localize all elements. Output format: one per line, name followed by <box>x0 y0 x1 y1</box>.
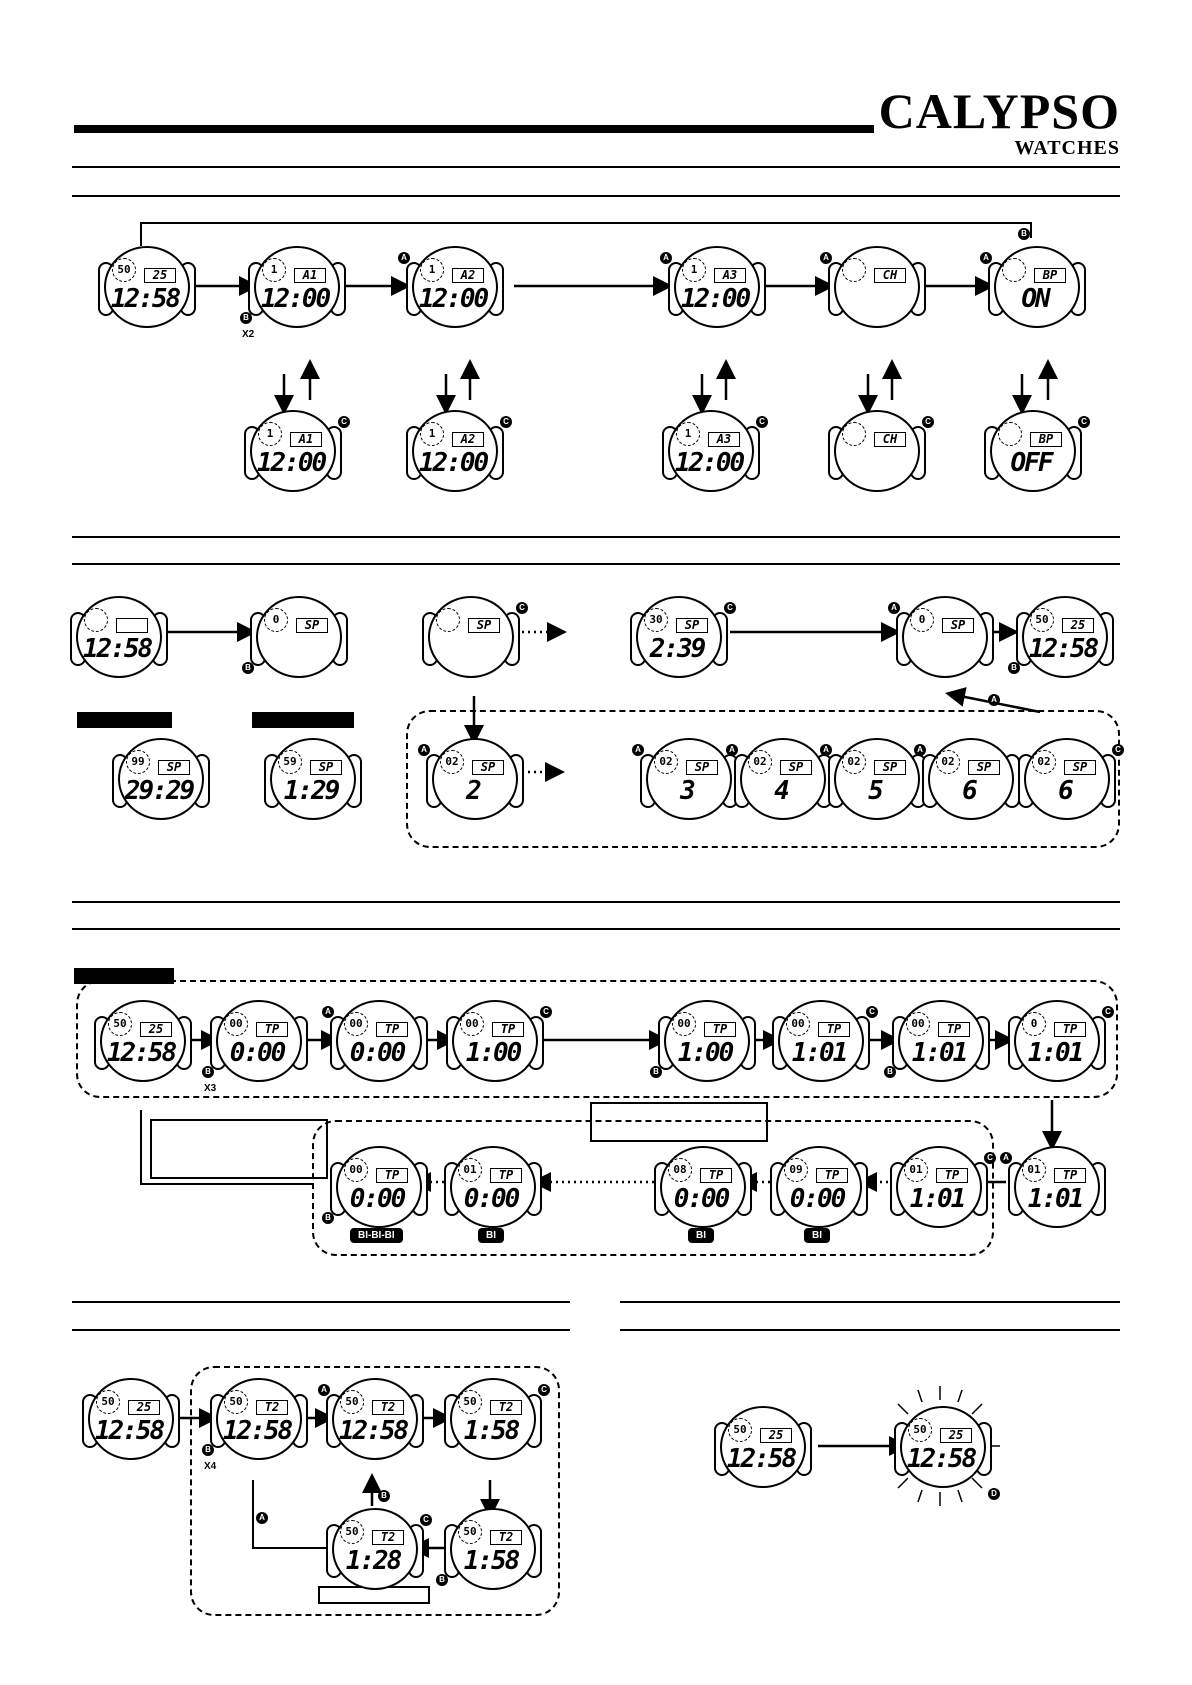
upper-digits: SP <box>942 618 974 633</box>
main-digits: 1:01 <box>791 1038 847 1068</box>
seconds-subdial: 08 <box>668 1158 692 1182</box>
button-b-icon: B <box>378 1490 390 1502</box>
seconds-subdial: 00 <box>672 1012 696 1036</box>
watch-display <box>325 1000 422 1082</box>
button-b-icon: B <box>1018 228 1030 240</box>
watch-display <box>428 596 525 678</box>
seconds-subdial: 02 <box>748 750 772 774</box>
seconds-subdial: 09 <box>784 1158 808 1182</box>
seconds-subdial: 0 <box>1022 1012 1046 1036</box>
button-d-icon: D <box>988 1488 1000 1500</box>
watch-display <box>891 596 988 678</box>
main-digits: 1:58 <box>463 1416 519 1446</box>
watch-display <box>450 1146 536 1228</box>
upper-digits: TP <box>700 1168 732 1183</box>
upper-digits: A2 <box>452 432 484 447</box>
button-a-icon: A <box>726 744 738 756</box>
watch-display <box>401 246 498 328</box>
watch-display <box>729 738 826 820</box>
upper-digits: CH <box>874 432 906 447</box>
upper-digits: 25 <box>128 1400 160 1415</box>
seconds-subdial: 00 <box>344 1012 368 1036</box>
button-b-icon: B <box>322 1212 334 1224</box>
main-digits: 12:58 <box>338 1416 408 1446</box>
main-digits: 1:00 <box>677 1038 733 1068</box>
button-a-icon: A <box>398 252 410 264</box>
seconds-subdial: 50 <box>458 1390 482 1414</box>
button-c-icon: C <box>338 416 350 428</box>
seconds-subdial: 00 <box>786 1012 810 1036</box>
brand-name: CALYPSO <box>878 83 1120 139</box>
main-digits: 12:58 <box>106 1038 176 1068</box>
seconds-subdial: 50 <box>458 1520 482 1544</box>
upper-digits: BP <box>1030 432 1062 447</box>
seconds-subdial: 1 <box>420 258 444 282</box>
watch-display <box>660 1146 746 1228</box>
seconds-subdial: 50 <box>340 1520 364 1544</box>
upper-digits: T2 <box>372 1400 404 1415</box>
seconds-subdial: 02 <box>842 750 866 774</box>
upper-digits: TP <box>1054 1022 1086 1037</box>
seconds-subdial: 50 <box>908 1418 932 1442</box>
watch-display <box>668 410 765 492</box>
watch-face <box>256 596 342 678</box>
watch-display <box>896 1146 993 1228</box>
upper-digits: CH <box>874 268 906 283</box>
seconds-subdial: 0 <box>910 608 934 632</box>
main-digits: 12:00 <box>674 448 744 478</box>
main-digits: 12:00 <box>256 448 326 478</box>
button-c-icon: C <box>538 1384 550 1396</box>
watch-display <box>439 1508 536 1590</box>
upper-digits: SP <box>472 760 504 775</box>
watch-face <box>834 410 920 492</box>
watch-display <box>636 596 733 678</box>
button-b-icon: B <box>1008 662 1020 674</box>
watch-face <box>902 596 988 678</box>
button-b-icon: B <box>202 1444 214 1456</box>
main-digits: 1:01 <box>911 1038 967 1068</box>
brand-subtitle: WATCHES <box>1014 137 1120 159</box>
seconds-subdial: 02 <box>654 750 678 774</box>
main-digits: 12:00 <box>680 284 750 314</box>
upper-digits: TP <box>376 1022 408 1037</box>
upper-digits: T2 <box>490 1400 522 1415</box>
watch-display <box>76 596 162 678</box>
beep-badge: BI-BI-BI <box>350 1228 403 1243</box>
upper-digits: SP <box>1064 760 1096 775</box>
upper-digits: SP <box>468 618 500 633</box>
watch-display <box>887 1000 984 1082</box>
main-digits: 6 <box>962 776 976 806</box>
button-b-icon: B <box>202 1066 214 1078</box>
upper-digits: A2 <box>452 268 484 283</box>
button-a-icon: A <box>980 252 992 264</box>
seconds-subdial: 00 <box>460 1012 484 1036</box>
upper-digits: SP <box>158 760 190 775</box>
upper-digits: SP <box>874 760 906 775</box>
upper-digits: 25 <box>760 1428 792 1443</box>
watch-display <box>325 1146 422 1228</box>
upper-digits: TP <box>704 1022 736 1037</box>
watch-display <box>663 246 760 328</box>
main-digits: 12:58 <box>94 1416 164 1446</box>
main-digits: 0:00 <box>349 1038 405 1068</box>
button-a-icon: A <box>988 694 1000 706</box>
watch-display <box>1014 1000 1111 1082</box>
main-digits: 0:00 <box>673 1184 729 1214</box>
main-digits: OFF <box>1010 448 1052 478</box>
main-digits: 0:00 <box>229 1038 285 1068</box>
upper-digits: BP <box>1034 268 1066 283</box>
button-c-icon: C <box>516 602 528 614</box>
upper-digits: TP <box>256 1022 288 1037</box>
button-b-icon: B <box>650 1066 662 1078</box>
upper-digits: TP <box>1054 1168 1086 1183</box>
watch-display <box>1011 596 1108 678</box>
upper-digits: 25 <box>144 268 176 283</box>
button-a-icon: A <box>632 744 644 756</box>
main-digits: 5 <box>868 776 882 806</box>
watch-display <box>332 1508 429 1590</box>
main-digits: 12:58 <box>110 284 180 314</box>
button-a-icon: A <box>1000 1152 1012 1164</box>
button-c-icon: C <box>1078 416 1090 428</box>
button-a-icon: A <box>820 252 832 264</box>
main-digits: 12:00 <box>418 448 488 478</box>
seconds-subdial: 99 <box>126 750 150 774</box>
main-digits: 1:01 <box>909 1184 965 1214</box>
press-count: X4 <box>204 1461 217 1472</box>
main-digits: 12:58 <box>1028 634 1098 664</box>
main-digits: 1:28 <box>345 1546 401 1576</box>
main-digits: 12:00 <box>418 284 488 314</box>
button-a-icon: A <box>256 1512 268 1524</box>
upper-digits <box>116 618 148 633</box>
button-b-icon: B <box>242 662 254 674</box>
main-digits: 1:01 <box>1027 1184 1083 1214</box>
watch-face <box>428 596 514 678</box>
watch-display <box>983 246 1080 328</box>
button-c-icon: C <box>724 602 736 614</box>
seconds-subdial: 59 <box>278 750 302 774</box>
button-c-icon: C <box>500 416 512 428</box>
watch-display <box>653 1000 750 1082</box>
upper-digits: T2 <box>256 1400 288 1415</box>
seconds-subdial: 02 <box>440 750 464 774</box>
beep-badge: BI <box>478 1228 504 1243</box>
button-b-icon: B <box>884 1066 896 1078</box>
main-digits: 1:29 <box>283 776 339 806</box>
button-c-icon: C <box>540 1006 552 1018</box>
watch-display <box>990 410 1087 492</box>
seconds-subdial <box>842 422 866 446</box>
seconds-subdial: 1 <box>682 258 706 282</box>
upper-digits: TP <box>818 1022 850 1037</box>
watch-display <box>100 1000 186 1082</box>
main-digits: 4 <box>774 776 788 806</box>
watch-display <box>250 410 347 492</box>
seconds-subdial: 50 <box>1030 608 1054 632</box>
watch-display <box>823 246 920 328</box>
upper-digits: A3 <box>708 432 740 447</box>
button-c-icon: C <box>984 1152 996 1164</box>
upper-digits: TP <box>490 1168 522 1183</box>
watch-display <box>778 1000 875 1082</box>
main-digits: 29:29 <box>124 776 194 806</box>
button-a-icon: A <box>820 744 832 756</box>
watch-face <box>834 246 920 328</box>
seconds-subdial <box>1002 258 1026 282</box>
seconds-subdial: 01 <box>458 1158 482 1182</box>
button-c-icon: C <box>1102 1006 1114 1018</box>
press-count: X3 <box>204 1083 217 1094</box>
main-digits: 12:58 <box>82 634 152 664</box>
seconds-subdial: 50 <box>340 1390 364 1414</box>
seconds-subdial: 1 <box>258 422 282 446</box>
watch-display <box>242 246 340 340</box>
seconds-subdial: 02 <box>1032 750 1056 774</box>
upper-digits: TP <box>816 1168 848 1183</box>
upper-digits: TP <box>938 1022 970 1037</box>
seconds-subdial: 00 <box>224 1012 248 1036</box>
seconds-subdial: 30 <box>644 608 668 632</box>
upper-digits: A1 <box>294 268 326 283</box>
watch-display <box>823 738 920 820</box>
main-digits: 2:39 <box>649 634 705 664</box>
watch-display <box>776 1146 862 1228</box>
seconds-subdial: 50 <box>96 1390 120 1414</box>
watch-display <box>204 1000 302 1094</box>
watch-display <box>204 1378 302 1472</box>
main-digits: 3 <box>680 776 694 806</box>
seconds-subdial: 50 <box>108 1012 132 1036</box>
seconds-subdial: 1 <box>420 422 444 446</box>
seconds-subdial: 01 <box>1022 1158 1046 1182</box>
button-c-icon: C <box>756 416 768 428</box>
button-c-icon: C <box>866 1006 878 1018</box>
upper-digits: TP <box>492 1022 524 1037</box>
watch-display <box>900 1406 986 1488</box>
watch-display <box>104 246 190 328</box>
seconds-subdial <box>436 608 460 632</box>
main-digits: 0:00 <box>349 1184 405 1214</box>
upper-digits: SP <box>310 760 342 775</box>
upper-digits: T2 <box>490 1530 522 1545</box>
main-digits: 1:00 <box>465 1038 521 1068</box>
seconds-subdial <box>842 258 866 282</box>
button-a-icon: A <box>888 602 900 614</box>
upper-digits: SP <box>686 760 718 775</box>
press-count: X2 <box>242 329 255 340</box>
button-c-icon: C <box>922 416 934 428</box>
button-a-icon: A <box>418 744 430 756</box>
seconds-subdial: 50 <box>728 1418 752 1442</box>
seconds-subdial: 1 <box>262 258 286 282</box>
seconds-subdial <box>84 608 108 632</box>
button-b-icon: B <box>436 1574 448 1586</box>
upper-digits: SP <box>780 760 812 775</box>
main-digits: 0:00 <box>789 1184 845 1214</box>
upper-digits: T2 <box>372 1530 404 1545</box>
main-digits: ON <box>1021 284 1049 314</box>
seconds-subdial: 50 <box>224 1390 248 1414</box>
watch-display <box>450 1378 547 1460</box>
beep-badge: BI <box>688 1228 714 1243</box>
upper-digits: A1 <box>290 432 322 447</box>
seconds-subdial: 0 <box>264 608 288 632</box>
main-digits: 12:58 <box>726 1444 796 1474</box>
main-digits: 1:01 <box>1027 1038 1083 1068</box>
watch-display <box>635 738 732 820</box>
main-digits: 12:58 <box>222 1416 292 1446</box>
watch-display <box>834 410 931 492</box>
seconds-subdial: 1 <box>676 422 700 446</box>
upper-digits: A3 <box>714 268 746 283</box>
watch-display <box>321 1378 418 1460</box>
seconds-subdial: 50 <box>112 258 136 282</box>
button-c-icon: C <box>1112 744 1124 756</box>
main-digits: 6 <box>1058 776 1072 806</box>
button-c-icon: C <box>420 1514 432 1526</box>
watch-display <box>720 1406 806 1488</box>
upper-digits: SP <box>676 618 708 633</box>
button-a-icon: A <box>660 252 672 264</box>
button-a-icon: A <box>914 744 926 756</box>
upper-digits: TP <box>936 1168 968 1183</box>
main-digits: 12:58 <box>906 1444 976 1474</box>
watch-display <box>1003 1146 1100 1228</box>
upper-digits: SP <box>968 760 1000 775</box>
upper-digits: 25 <box>940 1428 972 1443</box>
seconds-subdial: 01 <box>904 1158 928 1182</box>
watch-display <box>270 738 356 820</box>
watch-display <box>245 596 342 678</box>
main-digits: 0:00 <box>463 1184 519 1214</box>
main-digits: 12:00 <box>260 284 330 314</box>
watch-display <box>88 1378 174 1460</box>
beep-badge: BI <box>804 1228 830 1243</box>
seconds-subdial: 00 <box>344 1158 368 1182</box>
button-a-icon: A <box>322 1006 334 1018</box>
main-digits: 1:58 <box>463 1546 519 1576</box>
watch-display <box>118 738 204 820</box>
button-b-icon: B <box>240 312 252 324</box>
upper-digits: SP <box>296 618 328 633</box>
seconds-subdial: 02 <box>936 750 960 774</box>
watch-display <box>917 738 1014 820</box>
seconds-subdial <box>998 422 1022 446</box>
watch-display <box>452 1000 549 1082</box>
upper-digits: 25 <box>1062 618 1094 633</box>
watch-display <box>1024 738 1121 820</box>
watch-display <box>421 738 518 820</box>
upper-digits: TP <box>376 1168 408 1183</box>
button-a-icon: A <box>318 1384 330 1396</box>
main-digits: 2 <box>466 776 480 806</box>
watch-display <box>412 410 509 492</box>
upper-digits: 25 <box>140 1022 172 1037</box>
seconds-subdial: 00 <box>906 1012 930 1036</box>
